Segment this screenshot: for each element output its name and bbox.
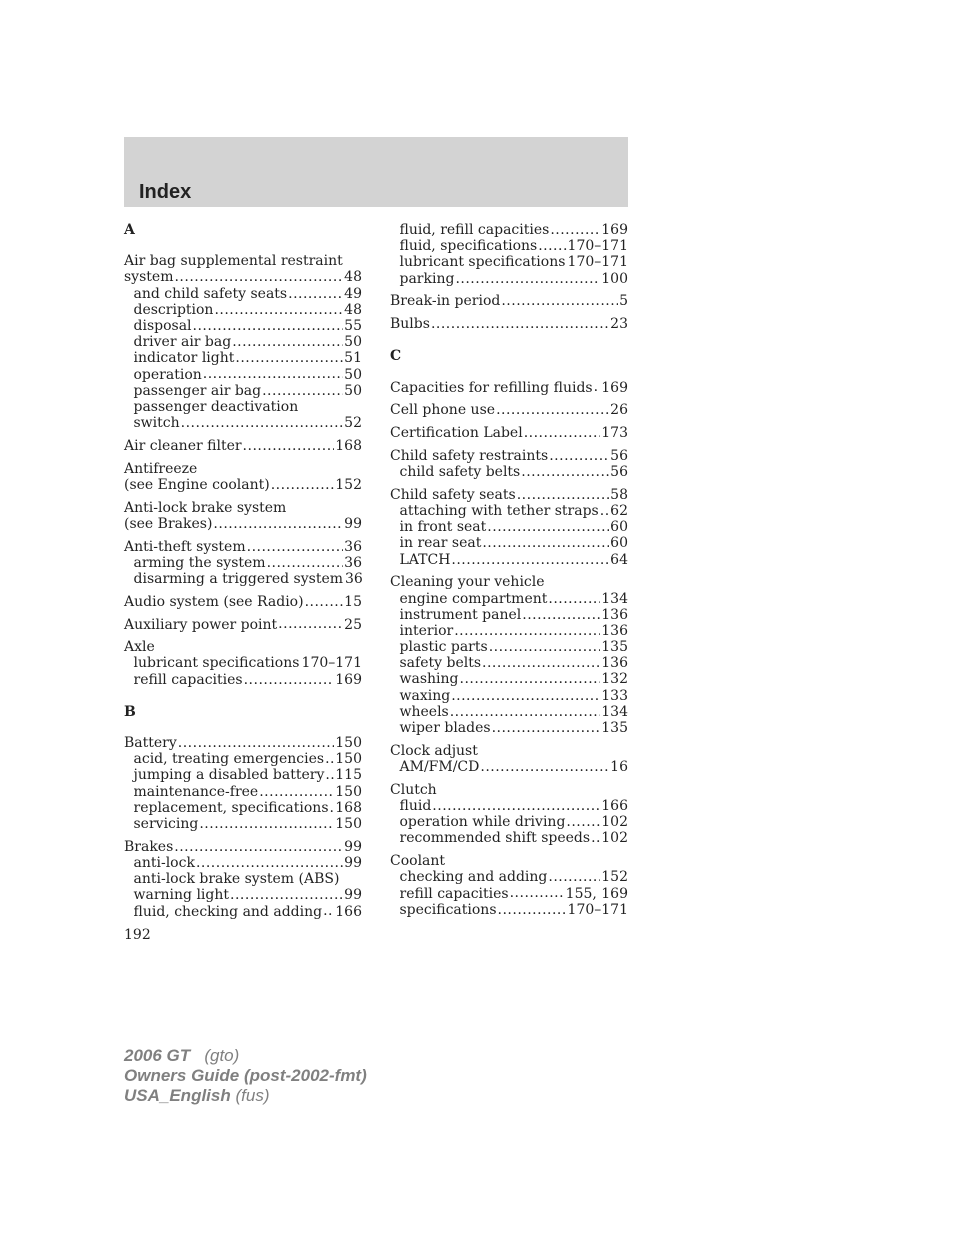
index-entry xyxy=(390,448,628,464)
leader-dots xyxy=(480,759,609,775)
index-subentry xyxy=(390,902,628,918)
index-entry xyxy=(124,617,362,633)
entry-label: Battery xyxy=(124,735,177,752)
entry-label: Cleaning your vehicle xyxy=(390,574,545,591)
entry-label: wiper blades xyxy=(399,720,491,737)
entry-label: safety belts xyxy=(399,655,482,672)
leader-dots xyxy=(451,552,609,568)
entry-page-ref: 56 xyxy=(610,447,628,464)
index-entry xyxy=(390,743,628,759)
index-entry xyxy=(390,316,628,332)
document-footer xyxy=(124,1046,367,1106)
index-subentry xyxy=(124,399,362,415)
leader-dots xyxy=(305,594,344,610)
leader-dots xyxy=(510,886,565,902)
index-subentry xyxy=(124,318,362,334)
entry-label: waxing xyxy=(399,687,451,704)
index-entry xyxy=(390,293,628,309)
entry-page-ref: 135 xyxy=(601,639,628,656)
entry-label: Bulbs xyxy=(390,316,430,333)
entry-label: checking and adding xyxy=(399,869,548,886)
entry-label: anti-lock xyxy=(133,854,195,871)
leader-dots xyxy=(199,816,334,832)
entry-label: operation while driving xyxy=(399,814,566,831)
leader-dots xyxy=(235,350,343,366)
index-subentry xyxy=(124,302,362,318)
entry-page-ref: 26 xyxy=(610,402,628,419)
entry-label: Anti-theft system xyxy=(124,538,246,555)
entry-label: Clock adjust xyxy=(390,742,478,759)
entry-label: refill capacities xyxy=(399,885,509,902)
entry-page-ref: 99 xyxy=(344,854,362,871)
index-letter-heading: C xyxy=(390,348,402,365)
leader-dots xyxy=(498,902,567,918)
entry-label: disarming a triggered system xyxy=(133,570,344,587)
entry-label: in rear seat xyxy=(399,535,482,552)
index-subentry xyxy=(124,555,362,571)
entry-label: LATCH xyxy=(399,551,451,568)
footer-language-code: (fus) xyxy=(235,1086,270,1105)
entry-page-ref: 169 xyxy=(601,222,628,238)
entry-page-ref: 168 xyxy=(335,799,362,816)
entry-page-ref: 152 xyxy=(335,476,362,493)
entry-page-ref: 100 xyxy=(601,270,628,287)
entry-label: child safety belts xyxy=(399,464,521,481)
entry-page-ref: 136 xyxy=(601,655,628,672)
entry-page-ref: 23 xyxy=(610,316,628,333)
entry-page-ref: 62 xyxy=(610,503,628,519)
entry-page-ref: 99 xyxy=(344,838,362,855)
page-title: Index xyxy=(139,181,192,203)
leader-dots xyxy=(213,516,343,532)
entry-page-ref: 60 xyxy=(610,519,628,536)
index-subentry xyxy=(124,871,362,887)
leader-dots xyxy=(271,477,335,493)
index-subentry xyxy=(124,887,362,903)
entry-label: maintenance-free xyxy=(133,783,259,800)
entry-label: Capacities for refilling fluids xyxy=(390,379,593,396)
leader-dots xyxy=(487,519,609,535)
entry-page-ref: 102 xyxy=(601,830,628,847)
entry-page-ref: 133 xyxy=(601,687,628,704)
entry-page-ref: 170–171 xyxy=(567,254,628,271)
entry-page-ref: 50 xyxy=(344,334,362,351)
index-subentry xyxy=(390,254,628,270)
entry-label: passenger deactivation xyxy=(133,398,299,415)
index-subentry xyxy=(124,855,362,871)
leader-dots xyxy=(288,286,343,302)
index-subentry xyxy=(124,672,362,688)
leader-dots xyxy=(203,367,343,383)
entry-label: wheels xyxy=(399,703,449,720)
entry-label: interior xyxy=(399,622,454,639)
leader-dots xyxy=(214,302,343,318)
leader-dots xyxy=(451,688,600,704)
entry-label: fluid, checking and adding xyxy=(133,903,323,920)
entry-page-ref: 16 xyxy=(610,759,628,775)
leader-dots xyxy=(178,735,334,751)
entry-label: fluid, refill capacities xyxy=(399,222,550,238)
index-entry xyxy=(390,380,628,396)
entry-label: Certification Label xyxy=(390,425,523,442)
leader-dots xyxy=(325,751,334,767)
entry-label: Auxiliary power point xyxy=(124,616,278,633)
index-subentry xyxy=(390,886,628,902)
entry-page-ref: 115 xyxy=(335,767,362,784)
index-column-right xyxy=(390,222,628,918)
index-subentry xyxy=(390,519,628,535)
entry-page-ref: 169 xyxy=(335,671,362,688)
leader-dots xyxy=(193,318,344,334)
entry-page-ref: 166 xyxy=(601,797,628,814)
entry-label: Coolant xyxy=(390,853,446,870)
leader-dots xyxy=(455,271,600,287)
entry-page-ref: 36 xyxy=(345,570,363,587)
leader-dots xyxy=(232,334,343,350)
entry-page-ref: 36 xyxy=(344,538,362,555)
entry-label: fluid xyxy=(399,797,432,814)
index-subentry xyxy=(124,350,362,366)
entry-page-ref: 170–171 xyxy=(567,238,628,255)
entry-page-ref: 150 xyxy=(335,735,362,752)
leader-dots xyxy=(496,402,609,418)
index-entry xyxy=(124,438,362,454)
leader-dots xyxy=(325,767,334,783)
entry-page-ref: 150 xyxy=(335,751,362,768)
index-entry xyxy=(390,402,628,418)
leader-dots xyxy=(196,855,343,871)
leader-dots xyxy=(548,869,600,885)
entry-label: description xyxy=(133,301,214,318)
entry-label: Child safety restraints xyxy=(390,447,549,464)
entry-page-ref: 56 xyxy=(610,464,628,481)
entry-page-ref: 25 xyxy=(344,616,362,633)
index-subentry xyxy=(390,238,628,254)
entry-label: engine compartment xyxy=(399,590,548,607)
entry-page-ref: 36 xyxy=(344,554,362,571)
index-subentry xyxy=(124,334,362,350)
index-subentry xyxy=(124,751,362,767)
index-column-left xyxy=(124,222,362,920)
entry-page-ref: 51 xyxy=(344,350,362,367)
index-subentry xyxy=(124,571,362,587)
leader-dots xyxy=(524,425,601,441)
entry-page-ref: 48 xyxy=(344,301,362,318)
leader-dots xyxy=(262,383,343,399)
index-subentry xyxy=(390,814,628,830)
leader-dots xyxy=(259,784,334,800)
entry-page-ref: 150 xyxy=(335,783,362,800)
entry-label: instrument panel xyxy=(399,606,522,623)
leader-dots xyxy=(431,316,609,332)
entry-page-ref: 170–171 xyxy=(567,901,628,918)
index-subentry xyxy=(390,639,628,655)
entry-page-ref: 60 xyxy=(610,535,628,552)
leader-dots xyxy=(489,639,601,655)
leader-dots xyxy=(278,617,343,633)
footer-guide: Owners Guide (post-2002-fmt) xyxy=(124,1066,367,1085)
index-subentry xyxy=(390,271,628,287)
leader-dots xyxy=(591,830,600,846)
entry-page-ref: 134 xyxy=(601,590,628,607)
entry-label: indicator light xyxy=(133,350,235,367)
entry-label: Axle xyxy=(124,639,155,656)
entry-label: arming the system xyxy=(133,554,266,571)
index-letter-heading: A xyxy=(124,222,135,238)
entry-label: in front seat xyxy=(399,519,487,536)
entry-label: refill capacities xyxy=(133,671,243,688)
index-entry xyxy=(390,782,628,798)
entry-page-ref: 150 xyxy=(335,815,362,832)
entry-label: Cell phone use xyxy=(390,402,496,419)
entry-label: replacement, specifications xyxy=(133,799,329,816)
entry-label: Anti-lock brake system xyxy=(124,499,287,516)
entry-label: servicing xyxy=(133,815,199,832)
index-entry xyxy=(124,516,362,532)
leader-dots xyxy=(566,814,600,830)
index-entry xyxy=(124,839,362,855)
section-header-bar xyxy=(124,137,628,207)
index-entry xyxy=(390,853,628,869)
index-subentry xyxy=(124,655,362,671)
entry-label: AM/FM/CD xyxy=(399,759,480,775)
leader-dots xyxy=(594,380,601,396)
index-subentry xyxy=(124,816,362,832)
leader-dots xyxy=(501,293,618,309)
index-letter-heading: B xyxy=(124,703,136,720)
index-subentry xyxy=(390,503,628,519)
leader-dots xyxy=(482,655,600,671)
index-entry xyxy=(390,425,628,441)
leader-dots xyxy=(454,623,600,639)
leader-dots xyxy=(450,704,601,720)
index-subentry xyxy=(390,720,628,736)
leader-dots xyxy=(247,539,344,555)
leader-dots xyxy=(243,438,335,454)
entry-page-ref: 132 xyxy=(601,671,628,688)
entry-label: system xyxy=(124,269,174,286)
index-entry xyxy=(124,639,362,655)
index-subentry xyxy=(124,367,362,383)
entry-label: jumping a disabled battery xyxy=(133,767,325,784)
index-entry xyxy=(390,574,628,590)
index-subentry xyxy=(390,535,628,551)
entry-label: Air bag supplemental restraint xyxy=(124,253,343,270)
leader-dots xyxy=(174,269,343,285)
entry-page-ref: 50 xyxy=(344,382,362,399)
entry-label: lubricant specifications xyxy=(133,655,300,672)
leader-dots xyxy=(323,904,334,920)
index-subentry xyxy=(390,688,628,704)
entry-page-ref: 136 xyxy=(601,606,628,623)
entry-label: and child safety seats xyxy=(133,285,288,302)
index-entry xyxy=(124,735,362,751)
index-subentry xyxy=(124,767,362,783)
leader-dots xyxy=(230,887,343,903)
leader-dots xyxy=(549,448,609,464)
leader-dots xyxy=(538,238,566,254)
entry-page-ref: 168 xyxy=(335,437,362,454)
index-subentry xyxy=(390,798,628,814)
index-subentry xyxy=(124,415,362,431)
leader-dots xyxy=(600,503,609,519)
entry-label: attaching with tether straps xyxy=(399,503,599,519)
entry-page-ref: 52 xyxy=(344,415,362,432)
entry-label: specifications xyxy=(399,901,497,918)
index-subentry xyxy=(124,286,362,302)
entry-label: Air cleaner filter xyxy=(124,437,242,454)
leader-dots xyxy=(517,487,609,503)
index-subentry xyxy=(390,591,628,607)
index-subentry xyxy=(390,623,628,639)
index-subentry xyxy=(390,464,628,480)
index-entry xyxy=(124,461,362,477)
entry-label: (see Engine coolant) xyxy=(124,476,270,493)
index-entry xyxy=(390,487,628,503)
entry-label: Break-in period xyxy=(390,293,501,310)
index-subentry xyxy=(390,607,628,623)
leader-dots xyxy=(244,672,335,688)
entry-label: anti-lock brake system (ABS) xyxy=(133,871,340,888)
entry-page-ref: 134 xyxy=(601,703,628,720)
index-subentry xyxy=(390,759,628,775)
index-subentry xyxy=(390,552,628,568)
entry-label: passenger air bag xyxy=(133,382,262,399)
leader-dots xyxy=(432,798,600,814)
entry-label: acid, treating emergencies xyxy=(133,751,325,768)
entry-label: Child safety seats xyxy=(390,486,516,503)
entry-page-ref: 99 xyxy=(344,515,362,532)
entry-page-ref: 136 xyxy=(601,622,628,639)
entry-label: switch xyxy=(133,415,180,432)
entry-label: lubricant specifications xyxy=(399,254,566,271)
entry-page-ref: 55 xyxy=(344,317,362,334)
entry-page-ref: 173 xyxy=(601,425,628,442)
entry-page-ref: 5 xyxy=(619,293,628,310)
index-subentry xyxy=(390,830,628,846)
entry-page-ref: 49 xyxy=(344,285,362,302)
index-subentry xyxy=(390,222,628,238)
entry-page-ref: 58 xyxy=(610,486,628,503)
footer-model-code: (gto) xyxy=(204,1046,240,1065)
index-entry xyxy=(124,269,362,285)
index-entry xyxy=(124,500,362,516)
entry-label: (see Brakes) xyxy=(124,515,213,532)
leader-dots xyxy=(330,800,335,816)
entry-label: recommended shift speeds xyxy=(399,830,591,847)
leader-dots xyxy=(492,720,601,736)
leader-dots xyxy=(460,671,601,687)
entry-label: plastic parts xyxy=(399,639,488,656)
entry-page-ref: 64 xyxy=(610,551,628,568)
entry-label: fluid, specifications xyxy=(399,238,538,255)
index-subentry xyxy=(390,869,628,885)
footer-language: USA_English xyxy=(124,1086,231,1105)
footer-model: 2006 GT xyxy=(124,1046,191,1065)
entry-label: washing xyxy=(399,671,459,688)
entry-page-ref: 166 xyxy=(335,903,362,920)
leader-dots xyxy=(482,535,609,551)
entry-label: disposal xyxy=(133,317,192,334)
entry-label: Antifreeze xyxy=(124,460,198,477)
entry-page-ref: 155, 169 xyxy=(565,885,628,902)
entry-page-ref: 169 xyxy=(601,379,628,396)
index-subentry xyxy=(124,800,362,816)
entry-label: operation xyxy=(133,366,202,383)
leader-dots xyxy=(267,555,344,571)
index-entry xyxy=(124,477,362,493)
leader-dots xyxy=(521,464,609,480)
entry-page-ref: 170–171 xyxy=(301,655,362,672)
entry-page-ref: 152 xyxy=(601,869,628,886)
entry-label: Clutch xyxy=(390,781,437,798)
entry-label: driver air bag xyxy=(133,334,232,351)
index-subentry xyxy=(390,671,628,687)
index-entry xyxy=(124,539,362,555)
entry-page-ref: 50 xyxy=(344,366,362,383)
leader-dots xyxy=(548,591,600,607)
index-subentry xyxy=(390,704,628,720)
entry-label: parking xyxy=(399,270,455,287)
index-subentry xyxy=(124,784,362,800)
index-subentry xyxy=(390,655,628,671)
index-entry xyxy=(124,594,362,610)
leader-dots xyxy=(181,415,344,431)
leader-dots xyxy=(550,222,600,238)
leader-dots xyxy=(522,607,600,623)
index-entry xyxy=(124,253,362,269)
index-subentry xyxy=(124,904,362,920)
leader-dots xyxy=(174,839,343,855)
entry-page-ref: 135 xyxy=(601,720,628,737)
page-number: 192 xyxy=(124,927,151,943)
entry-label: Audio system (see Radio) xyxy=(124,593,304,610)
entry-label: warning light xyxy=(133,887,230,904)
index-subentry xyxy=(124,383,362,399)
entry-label: Brakes xyxy=(124,838,174,855)
entry-page-ref: 102 xyxy=(601,814,628,831)
entry-page-ref: 48 xyxy=(344,269,362,286)
entry-page-ref: 15 xyxy=(344,593,362,610)
entry-page-ref: 99 xyxy=(344,887,362,904)
